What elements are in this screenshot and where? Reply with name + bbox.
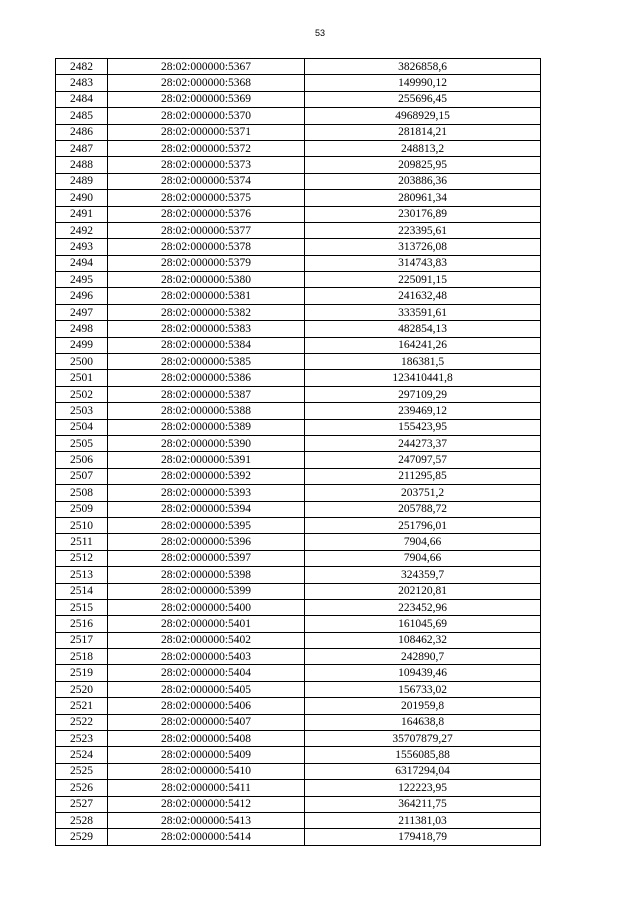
cadastral-number-cell: 28:02:000000:5395 [108, 517, 305, 533]
row-number-cell: 2526 [56, 780, 108, 796]
value-cell: 4968929,15 [305, 108, 541, 124]
cadastral-number-cell: 28:02:000000:5392 [108, 468, 305, 484]
cadastral-number-cell: 28:02:000000:5402 [108, 632, 305, 648]
cadastral-number-cell: 28:02:000000:5389 [108, 419, 305, 435]
table-row [56, 124, 541, 140]
table-row [56, 796, 541, 812]
value-cell: 324359,7 [305, 567, 541, 583]
row-number-cell: 2483 [56, 75, 108, 91]
value-cell: 203751,2 [305, 485, 541, 501]
table-row [56, 599, 541, 615]
cadastral-number-cell: 28:02:000000:5369 [108, 91, 305, 107]
table-row [56, 747, 541, 763]
table-row [56, 239, 541, 255]
value-cell: 7904,66 [305, 534, 541, 550]
cadastral-number-cell: 28:02:000000:5374 [108, 173, 305, 189]
cadastral-number-cell: 28:02:000000:5391 [108, 452, 305, 468]
row-number-cell: 2498 [56, 321, 108, 337]
table-row [56, 665, 541, 681]
value-cell: 3826858,6 [305, 59, 541, 75]
value-cell: 230176,89 [305, 206, 541, 222]
row-number-cell: 2491 [56, 206, 108, 222]
table-body [56, 59, 541, 846]
table-row [56, 370, 541, 386]
value-cell: 364211,75 [305, 796, 541, 812]
cadastral-number-cell: 28:02:000000:5388 [108, 403, 305, 419]
row-number-cell: 2503 [56, 403, 108, 419]
table-row [56, 304, 541, 320]
table-row [56, 714, 541, 730]
row-number-cell: 2511 [56, 534, 108, 550]
value-cell: 179418,79 [305, 829, 541, 845]
cadastral-number-cell: 28:02:000000:5390 [108, 435, 305, 451]
table-row [56, 386, 541, 402]
cadastral-table [55, 58, 541, 846]
value-cell: 186381,5 [305, 354, 541, 370]
value-cell: 239469,12 [305, 403, 541, 419]
table-row [56, 173, 541, 189]
value-cell: 280961,34 [305, 190, 541, 206]
table-row [56, 255, 541, 271]
row-number-cell: 2482 [56, 59, 108, 75]
table-row [56, 288, 541, 304]
cadastral-number-cell: 28:02:000000:5371 [108, 124, 305, 140]
cadastral-number-cell: 28:02:000000:5382 [108, 304, 305, 320]
cadastral-number-cell: 28:02:000000:5409 [108, 747, 305, 763]
cadastral-number-cell: 28:02:000000:5396 [108, 534, 305, 550]
cadastral-number-cell: 28:02:000000:5394 [108, 501, 305, 517]
table-row [56, 829, 541, 845]
value-cell: 6317294,04 [305, 763, 541, 779]
row-number-cell: 2501 [56, 370, 108, 386]
table-row [56, 616, 541, 632]
cadastral-number-cell: 28:02:000000:5405 [108, 681, 305, 697]
cadastral-number-cell: 28:02:000000:5393 [108, 485, 305, 501]
value-cell: 209825,95 [305, 157, 541, 173]
table-row [56, 321, 541, 337]
value-cell: 225091,15 [305, 272, 541, 288]
table-row [56, 501, 541, 517]
table-row [56, 206, 541, 222]
value-cell: 201959,8 [305, 698, 541, 714]
table-row [56, 452, 541, 468]
table-row [56, 337, 541, 353]
value-cell: 313726,08 [305, 239, 541, 255]
cadastral-number-cell: 28:02:000000:5412 [108, 796, 305, 812]
value-cell: 241632,48 [305, 288, 541, 304]
value-cell: 242890,7 [305, 649, 541, 665]
cadastral-number-cell: 28:02:000000:5397 [108, 550, 305, 566]
table-row [56, 75, 541, 91]
row-number-cell: 2494 [56, 255, 108, 271]
value-cell: 255696,45 [305, 91, 541, 107]
value-cell: 248813,2 [305, 140, 541, 156]
row-number-cell: 2522 [56, 714, 108, 730]
row-number-cell: 2496 [56, 288, 108, 304]
table-row [56, 812, 541, 828]
value-cell: 7904,66 [305, 550, 541, 566]
cadastral-number-cell: 28:02:000000:5413 [108, 812, 305, 828]
value-cell: 164241,26 [305, 337, 541, 353]
row-number-cell: 2518 [56, 649, 108, 665]
table-row [56, 632, 541, 648]
cadastral-number-cell: 28:02:000000:5403 [108, 649, 305, 665]
table-row [56, 550, 541, 566]
row-number-cell: 2515 [56, 599, 108, 615]
cadastral-number-cell: 28:02:000000:5387 [108, 386, 305, 402]
row-number-cell: 2516 [56, 616, 108, 632]
row-number-cell: 2512 [56, 550, 108, 566]
value-cell: 1556085,88 [305, 747, 541, 763]
cadastral-number-cell: 28:02:000000:5380 [108, 272, 305, 288]
value-cell: 202120,81 [305, 583, 541, 599]
cadastral-number-cell: 28:02:000000:5404 [108, 665, 305, 681]
value-cell: 156733,02 [305, 681, 541, 697]
cadastral-number-cell: 28:02:000000:5398 [108, 567, 305, 583]
table-row [56, 157, 541, 173]
value-cell: 122223,95 [305, 780, 541, 796]
row-number-cell: 2519 [56, 665, 108, 681]
row-number-cell: 2509 [56, 501, 108, 517]
value-cell: 333591,61 [305, 304, 541, 320]
value-cell: 35707879,27 [305, 731, 541, 747]
row-number-cell: 2495 [56, 272, 108, 288]
row-number-cell: 2514 [56, 583, 108, 599]
table-row [56, 435, 541, 451]
row-number-cell: 2492 [56, 222, 108, 238]
table-row [56, 354, 541, 370]
cadastral-number-cell: 28:02:000000:5400 [108, 599, 305, 615]
row-number-cell: 2497 [56, 304, 108, 320]
cadastral-number-cell: 28:02:000000:5410 [108, 763, 305, 779]
table-row [56, 731, 541, 747]
row-number-cell: 2490 [56, 190, 108, 206]
row-number-cell: 2524 [56, 747, 108, 763]
table-row [56, 698, 541, 714]
row-number-cell: 2527 [56, 796, 108, 812]
row-number-cell: 2520 [56, 681, 108, 697]
cadastral-number-cell: 28:02:000000:5399 [108, 583, 305, 599]
table-row [56, 681, 541, 697]
table-row [56, 468, 541, 484]
value-cell: 161045,69 [305, 616, 541, 632]
cadastral-number-cell: 28:02:000000:5367 [108, 59, 305, 75]
cadastral-number-cell: 28:02:000000:5379 [108, 255, 305, 271]
row-number-cell: 2523 [56, 731, 108, 747]
value-cell: 109439,46 [305, 665, 541, 681]
cadastral-number-cell: 28:02:000000:5386 [108, 370, 305, 386]
cadastral-number-cell: 28:02:000000:5408 [108, 731, 305, 747]
value-cell: 247097,57 [305, 452, 541, 468]
row-number-cell: 2499 [56, 337, 108, 353]
cadastral-number-cell: 28:02:000000:5401 [108, 616, 305, 632]
table-row [56, 583, 541, 599]
row-number-cell: 2486 [56, 124, 108, 140]
value-cell: 205788,72 [305, 501, 541, 517]
row-number-cell: 2487 [56, 140, 108, 156]
row-number-cell: 2493 [56, 239, 108, 255]
table-row [56, 222, 541, 238]
value-cell: 314743,83 [305, 255, 541, 271]
table-row [56, 649, 541, 665]
page-number: 53 [314, 28, 325, 38]
value-cell: 211381,03 [305, 812, 541, 828]
value-cell: 244273,37 [305, 435, 541, 451]
table-row [56, 763, 541, 779]
value-cell: 482854,13 [305, 321, 541, 337]
table-row [56, 190, 541, 206]
table-row [56, 59, 541, 75]
cadastral-number-cell: 28:02:000000:5407 [108, 714, 305, 730]
value-cell: 164638,8 [305, 714, 541, 730]
table-row [56, 485, 541, 501]
value-cell: 281814,21 [305, 124, 541, 140]
value-cell: 155423,95 [305, 419, 541, 435]
cadastral-number-cell: 28:02:000000:5385 [108, 354, 305, 370]
table-row [56, 91, 541, 107]
cadastral-number-cell: 28:02:000000:5414 [108, 829, 305, 845]
row-number-cell: 2488 [56, 157, 108, 173]
table-row [56, 780, 541, 796]
row-number-cell: 2517 [56, 632, 108, 648]
table-row [56, 567, 541, 583]
table-row [56, 534, 541, 550]
table-row [56, 140, 541, 156]
row-number-cell: 2525 [56, 763, 108, 779]
row-number-cell: 2506 [56, 452, 108, 468]
table-row [56, 403, 541, 419]
cadastral-number-cell: 28:02:000000:5368 [108, 75, 305, 91]
row-number-cell: 2502 [56, 386, 108, 402]
cadastral-number-cell: 28:02:000000:5377 [108, 222, 305, 238]
row-number-cell: 2513 [56, 567, 108, 583]
value-cell: 251796,01 [305, 517, 541, 533]
row-number-cell: 2521 [56, 698, 108, 714]
row-number-cell: 2504 [56, 419, 108, 435]
row-number-cell: 2507 [56, 468, 108, 484]
value-cell: 223452,96 [305, 599, 541, 615]
cadastral-number-cell: 28:02:000000:5373 [108, 157, 305, 173]
value-cell: 123410441,8 [305, 370, 541, 386]
cadastral-number-cell: 28:02:000000:5383 [108, 321, 305, 337]
value-cell: 149990,12 [305, 75, 541, 91]
row-number-cell: 2505 [56, 435, 108, 451]
cadastral-number-cell: 28:02:000000:5372 [108, 140, 305, 156]
cadastral-number-cell: 28:02:000000:5411 [108, 780, 305, 796]
row-number-cell: 2489 [56, 173, 108, 189]
cadastral-number-cell: 28:02:000000:5370 [108, 108, 305, 124]
cadastral-number-cell: 28:02:000000:5378 [108, 239, 305, 255]
cadastral-number-cell: 28:02:000000:5381 [108, 288, 305, 304]
value-cell: 203886,36 [305, 173, 541, 189]
row-number-cell: 2529 [56, 829, 108, 845]
value-cell: 223395,61 [305, 222, 541, 238]
table-row [56, 108, 541, 124]
row-number-cell: 2484 [56, 91, 108, 107]
value-cell: 108462,32 [305, 632, 541, 648]
table-row [56, 517, 541, 533]
value-cell: 211295,85 [305, 468, 541, 484]
cadastral-number-cell: 28:02:000000:5376 [108, 206, 305, 222]
row-number-cell: 2510 [56, 517, 108, 533]
table-row [56, 272, 541, 288]
row-number-cell: 2500 [56, 354, 108, 370]
cadastral-number-cell: 28:02:000000:5375 [108, 190, 305, 206]
row-number-cell: 2528 [56, 812, 108, 828]
cadastral-number-cell: 28:02:000000:5384 [108, 337, 305, 353]
table-row [56, 419, 541, 435]
value-cell: 297109,29 [305, 386, 541, 402]
row-number-cell: 2485 [56, 108, 108, 124]
row-number-cell: 2508 [56, 485, 108, 501]
cadastral-number-cell: 28:02:000000:5406 [108, 698, 305, 714]
